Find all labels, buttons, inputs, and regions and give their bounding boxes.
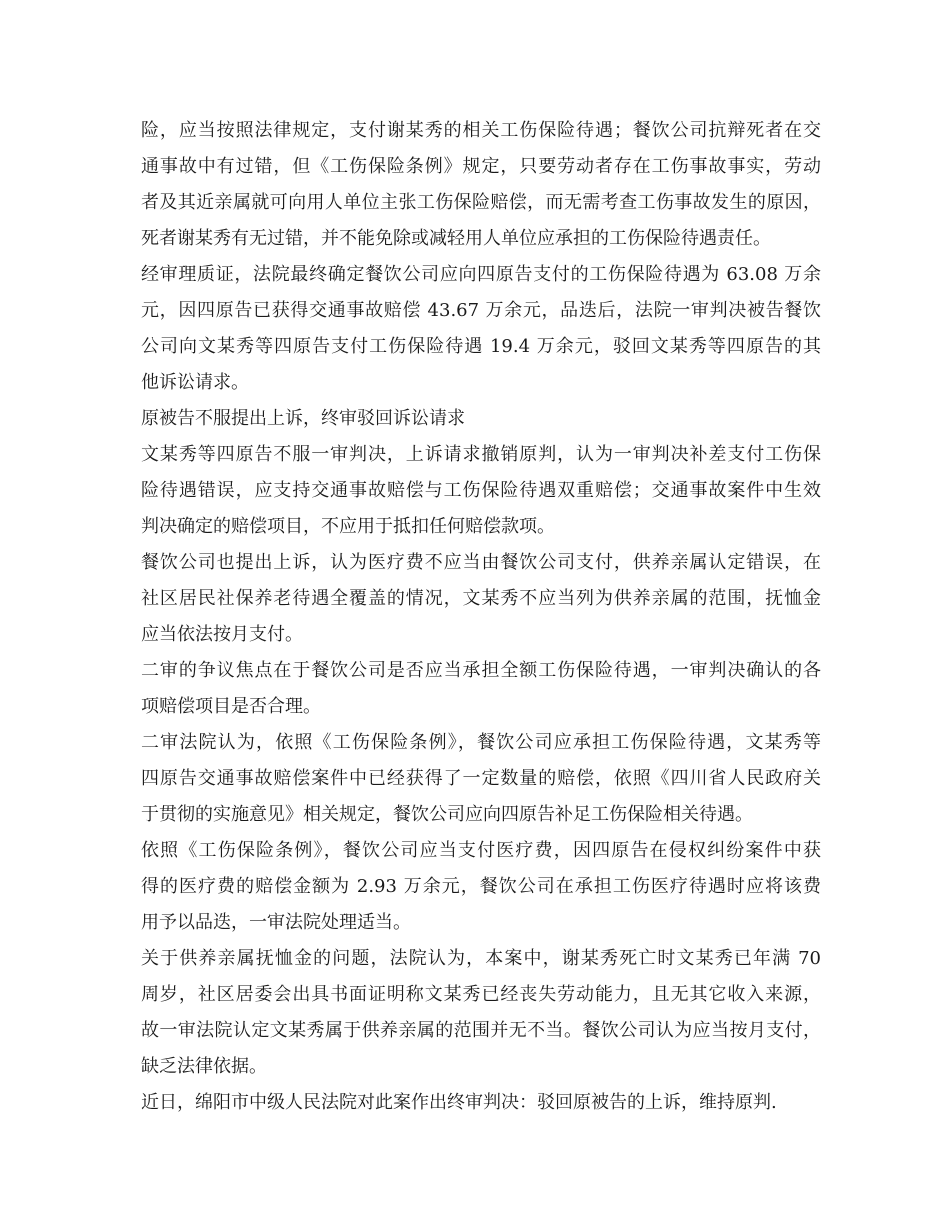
text-line: 应当依法按月支付。	[141, 624, 303, 645]
text-line: 经审理质证，法院最终确定餐饮公司应向四原告支付的工伤保险待遇为 63.08 万余	[141, 264, 821, 285]
text-line: 判决确定的赔偿项目，不应用于抵扣任何赔偿款项。	[141, 516, 555, 537]
text-line: 二审法院认为，依照《工伤保险条例》，餐饮公司应承担工伤保险待遇，文某秀等	[141, 732, 821, 753]
text-line: 者及其近亲属就可向用人单位主张工伤保险赔偿，而无需考查工伤事故发生的原因，	[141, 192, 821, 213]
text-line: 周岁，社区居委会出具书面证明称文某秀已经丧失劳动能力，且无其它收入来源，	[141, 984, 821, 1005]
paragraph	[141, 437, 821, 545]
text-line: 缺乏法律依据。	[141, 1056, 267, 1077]
text-line: 故一审法院认定文某秀属于供养亲属的范围并无不当。餐饮公司认为应当按月支付，	[141, 1020, 821, 1041]
text-line: 得的医疗费的赔偿金额为 2.93 万余元，餐饮公司在承担工伤医疗待遇时应将该费	[141, 876, 821, 897]
text-line: 于贯彻的实施意见》相关规定，餐饮公司应向四原告补足工伤保险相关待遇。	[141, 804, 753, 825]
text-line: 通事故中有过错，但《工伤保险条例》规定，只要劳动者存在工伤事故事实，劳动	[141, 156, 821, 177]
text-line: 二审的争议焦点在于餐饮公司是否应当承担全额工伤保险待遇，一审判决确认的各	[141, 660, 821, 681]
text-line: 元，因四原告已获得交通事故赔偿 43.67 万余元，品迭后，法院一审判决被告餐饮	[141, 300, 821, 321]
text-line: 险，应当按照法律规定，支付谢某秀的相关工伤保险待遇；餐饮公司抗辩死者在交	[141, 120, 821, 141]
text-line: 餐饮公司也提出上诉，认为医疗费不应当由餐饮公司支付，供养亲属认定错误，在	[141, 552, 821, 573]
section-heading	[141, 401, 821, 437]
text-line: 四原告交通事故赔偿案件中已经获得了一定数量的赔偿，依照《四川省人民政府关	[141, 768, 821, 789]
text-line: 死者谢某秀有无过错，并不能免除或减轻用人单位应承担的工伤保险待遇责任。	[141, 228, 771, 249]
text-line: 用予以品迭，一审法院处理适当。	[141, 912, 411, 933]
paragraph	[141, 833, 821, 941]
text-line: 原被告不服提出上诉，终审驳回诉讼请求	[141, 408, 465, 429]
text-line: 他诉讼请求。	[141, 372, 249, 393]
text-line: 依照《工伤保险条例》，餐饮公司应当支付医疗费，因四原告在侵权纠纷案件中获	[141, 840, 821, 861]
text-line: 险待遇错误，应支持交通事故赔偿与工伤保险待遇双重赔偿；交通事故案件中生效	[141, 480, 821, 501]
document-body	[141, 113, 821, 1121]
text-line: 关于供养亲属抚恤金的问题，法院认为，本案中，谢某秀死亡时文某秀已年满 70	[141, 948, 821, 969]
paragraph	[141, 113, 821, 257]
paragraph	[141, 545, 821, 653]
text-line: 社区居民社保养老待遇全覆盖的情况，文某秀不应当列为供养亲属的范围，抚恤金	[141, 588, 821, 609]
text-line: 文某秀等四原告不服一审判决，上诉请求撤销原判，认为一审判决补差支付工伤保	[141, 444, 821, 465]
paragraph	[141, 725, 821, 833]
paragraph	[141, 257, 821, 401]
paragraph	[141, 1085, 821, 1121]
text-line: 近日，绵阳市中级人民法院对此案作出终审判决：驳回原被告的上诉，维持原判.	[141, 1092, 777, 1113]
text-line: 项赔偿项目是否合理。	[141, 696, 321, 717]
paragraph	[141, 653, 821, 725]
text-line: 公司向文某秀等四原告支付工伤保险待遇 19.4 万余元，驳回文某秀等四原告的其	[141, 336, 821, 357]
paragraph	[141, 941, 821, 1085]
